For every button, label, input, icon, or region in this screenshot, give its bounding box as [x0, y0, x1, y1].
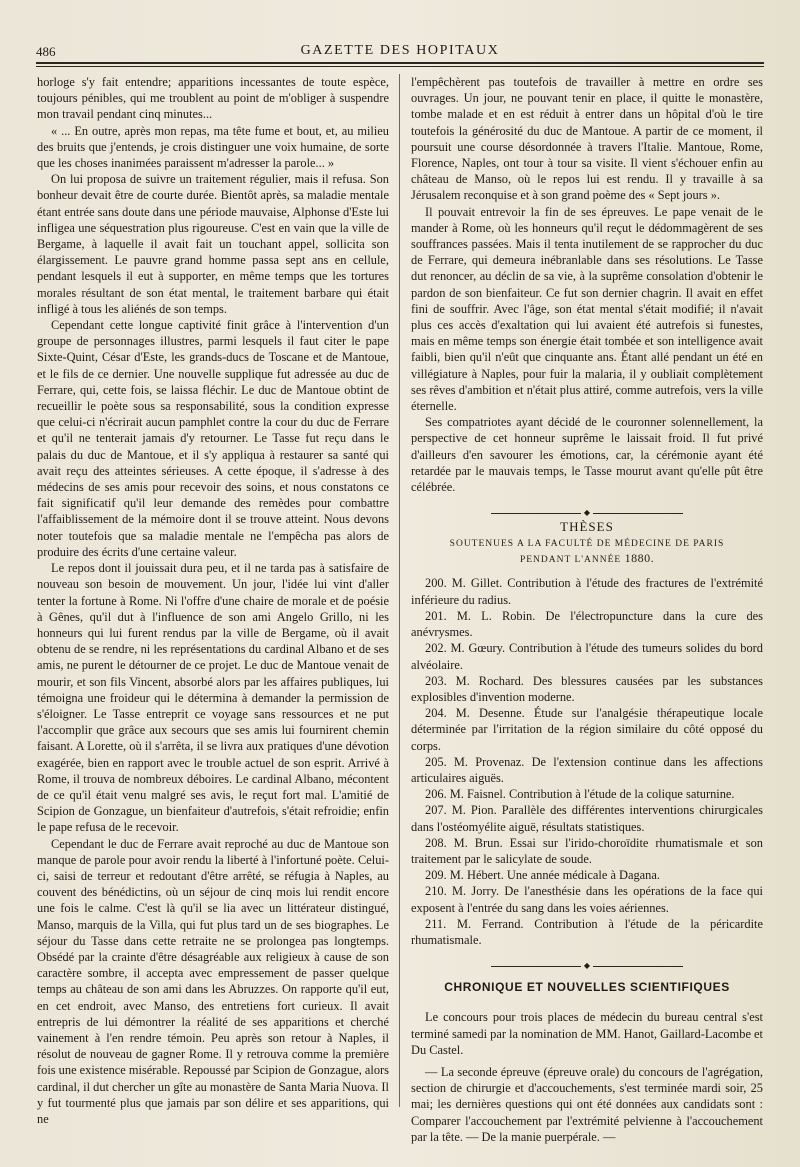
theses-year: 1880.	[624, 551, 655, 566]
list-item: 211. M. Ferrand. Contribution à l'étude de la péricardite rhumatismale.	[411, 916, 763, 947]
paragraph: Cependant cette longue captivité finit grâce à l'intervention d'un groupe de personnages illustres, parmi lesquels il faut citer le pape Sixte-Quint, César d'Este, les grands-ducs de Toscane et de Mantoue, et le fils de ce dernier. Une nouvelle supplique fut adressée au duc de Ferrare, qui, cette fois, se laissa fléchir. Le duc de Mantoue obtint de recueillir le poète sous sa responsabilité, sous la condition expresse que celui-ci n'écrirait aucun pamphlet contre la cour du duc de Ferrare et qu'il ne tenterait jamais d'y retourner. Le Tasse fut reçu dans le palais du duc de Mantoue, et il s'y appliqua à restaurer sa santé qui avait reçu des atteintes sérieuses. A cette époque, il s'adresse à des médecins de ses amis pour recevoir des soins, et nous constatons ce fait significatif qu'il leur demande des remèdes pour combattre l'affaiblissement de la mémoire dont il se trouve atteint. Nous devons noter toutefois que sa maladie mentale ne l'empêcha pas alors de produire des écrits d'une certaine valeur.	[37, 318, 389, 559]
paragraph: Ses compatriotes ayant décidé de le couronner solennellement, la perspective de cet honneur suprême le laissait froid. Il fut privé d'ailleurs d'en savourer les émotions, car, la cérémonie ayant été retardée par le mauvais temps, le Tasse mourut avant qu'elle pût être célébrée.	[411, 415, 763, 495]
list-item: 202. M. Gœury. Contribution à l'étude des tumeurs solides du bord alvéolaire.	[411, 641, 763, 672]
paragraph: l'empêchèrent pas toutefois de travailler à mettre en ordre ses ouvrages. Un jour, ne pouvant tenir en place, il quitte le monastère, tombe malade et en est réduit à entrer dans un hôpital d'où le tire toutefois la générosité du duc de Mantoue. A partir de ce moment, il poursuit une course désordonnée à travers l'Italie. Mantoue, Rome, Florence, Naples, ont tour à tour sa visite. Il vient s'échouer enfin au château de Manso, où le repos lui est rendu. Il y travaille à sa Jérusalem reconquise et à son grand poème des « Sept jours ».	[411, 75, 763, 203]
paragraph: On lui proposa de suivre un traitement régulier, mais il refusa. Son bonheur devait être de courte durée. Bientôt après, sa maladie mentale étant entrée sans doute dans une période mauvaise, Alphonse d'Este lui infligea une séquestration plus rigoureuse. C'est en vain que la ville de Bergame, à laquelle il avait fait un touchant appel, sollicita son élargissement. Le pauvre grand homme passa sept ans en cellule, pendant lesquels il eut à supporter, en même temps que les tortures morales résultant de son état mental, le traitement barbare qui était infligé à tous les aliénés de son temps.	[37, 172, 389, 316]
header-rule	[36, 62, 764, 67]
list-item: 206. M. Faisnel. Contribution à l'étude de la colique saturnine.	[425, 787, 735, 802]
list-item: 204. M. Desenne. Étude sur l'analgésie thérapeutique locale déterminée par l'irritation de la région similaire du côté opposé du corps.	[411, 706, 763, 753]
paragraph: « ... En outre, après mon repas, ma tête fume et bout, et, au milieu des bruits que j'entends, je crois distinguer une voix humaine, de sorte que les choses inanimées paraissent m'adresser la parole... »	[37, 123, 389, 171]
paragraph: Le repos dont il jouissait dura peu, et il ne tarda pas à satisfaire de nouveau son besoin de mouvement. Un jour, l'idée lui vint d'aller tenter la fortune à Rome. Ni l'offre d'une chaire de morale et de poésie à Gênes, qu'il dut à l'influence de son ami Angelo Grillo, ni les honneurs qui lui furent rendus par la ville de Bergame, où il avait obtenu de se rendre, ni les représentations du cardinal Albano et de ses amis, ne purent le détourner de ce projet. Le duc de Mantoue venait de mourir, et son fils Vincent, absorbé alors par les affaires publiques, lui témoigna une froideur qui le détermina à demander la permission de s'éloigner. Le Tasse entreprit ce voyage sans ressources et ne put l'accomplir que grâce aux secours que ses amis lui fournirent chemin faisant. A Lorette, où il s'arrêta, il se livra aux pratiques d'une dévotion exagérée, bien en rapport avec le trouble actuel de son esprit. Arrivé à Rome, il trouva de nombreux déboires. Le cardinal Albano, mécontent de ce qu'il était venu malgré ses avis, le reçut fort mal. L'amitié de Scipion de Gonzague, un bienfaiteur d'autrefois, s'était refroidie; enfin le pape refusa de le recevoir.	[37, 561, 389, 835]
section-separator: ◆	[411, 504, 763, 512]
paragraph: horloge s'y fait entendre; apparitions incessantes de toute espèce, toujours pénibles, qui me troublent au point de m'obliger à suspendre mon travail pendant cinq minutes...	[37, 75, 389, 122]
list-item: 201. M. L. Robin. De l'électropuncture dans la cure des anévrysmes.	[411, 608, 763, 640]
theses-title: THÈSES	[560, 519, 614, 535]
journal-title: GAZETTE DES HOPITAUX	[300, 43, 500, 58]
paragraph: Le concours pour trois places de médecin du bureau central s'est terminé samedi par la nomination de MM. Hanot, Gaillard-Lacombe et Du Castel.	[411, 1010, 763, 1057]
page-number: 486	[36, 44, 56, 59]
list-item: 207. M. Pion. Parallèle des différentes interventions chirurgicales dans l'ostéomyélite aiguë, résultats statistiques.	[411, 803, 763, 834]
list-item: 200. M. Gillet. Contribution à l'étude des fractures de l'extrémité inférieure du radius.	[411, 576, 763, 607]
chronicle-title: CHRONIQUE ET NOUVELLES SCIENTIFIQUES	[444, 980, 730, 995]
list-item: 205. M. Provenaz. De l'extension continue dans les affections articulaires aiguës.	[411, 754, 763, 785]
list-item: 203. M. Rochard. Des blessures causées par les substances explosibles d'invention moderne.	[411, 673, 763, 704]
theses-subtitle-line2: PENDANT L'ANNÉE	[519, 555, 622, 566]
theses-list	[411, 575, 763, 948]
right-column	[411, 74, 763, 1145]
page-header	[36, 34, 764, 64]
paragraph: Cependant le duc de Ferrare avait reproché au duc de Mantoue son manque de parole pour avoir rendu la liberté à l'infortuné poète. Celui-ci, saisi de terreur et redoutant d'être arrêté, se réfugia à Naples, au couvent des bénédictins, où un séjour de cinq mois lui rendit encore une fois le calme. C'est là qu'il se lia avec un littérateur distingué, Manso, marquis de la Villa, qui fut plus tard un de ses biographes. Le séjour du Tasse dans cette retraite ne se prolongea pas longtemps. Obsédé par la crainte d'être désagréable aux religieux à cause de son caractère sombre, il accepta avec empressement de passer quelque temps au château de son ami dans les Abruzzes. On rapporte qu'il eut, en cet endroit, avec Manso, des entretiens fort curieux. Il avait entrepris de lui démontrer la réalité de ses apparitions et cherché vainement à l'en rendre témoin. Peu après son retour à Naples, il résolut de nouveau de gagner Rome. Il y retrouva comme la première fois une existence misérable. Repoussé par Scipion de Gonzague, alors cardinal, il dut chercher un gîte au monastère de Santa Maria Nuova. Il y fut tourmenté plus que jamais par son délire et ses apparitions, qui ne	[37, 836, 389, 1126]
list-item: 210. M. Jorry. De l'anesthésie dans les opérations de la face qui exposent à l'entrée du sang dans les voies aériennes.	[411, 884, 763, 915]
left-column	[37, 74, 389, 1127]
paragraph: Il pouvait entrevoir la fin de ses épreuves. Le pape venait de le mander à Rome, où les honneurs qu'il reçut le dédommagèrent de ses souffrances passées. Mais il tenta inutilement de se rapprocher du duc de Ferrare, qui demeura inébranlable dans ses résolutions. Le Tasse dut renoncer, au déclin de sa vie, à la suprême consolation d'obtenir le pardon de son bienfaiteur. Ce fut son dernier chagrin. Il avait en effet fini de souffrir. Avec l'âge, son état mental s'était modifié; il n'avait plus ces accès d'exaltation qui lui avaient été autrefois si funestes, mais en même temps son énergie était tombée et son intelligence avait faibli, bien qu'il n'eût que cinquante ans. Étant allé pendant un été en villégiature à Naples, pour fuir la malaria, il y oubliait complètement ses rêves d'ambition et n'était plus attiré, comme autrefois, vers la ville éternelle.	[411, 204, 763, 414]
list-item: 208. M. Brun. Essai sur l'irido-choroïdite rhumatismale et son traitement par le salicylate de soude.	[411, 835, 763, 866]
paragraph: — La seconde épreuve (épreuve orale) du concours de l'agrégation, section de chirurgie et d'accouchements, s'est terminée mardi soir, 25 mai; les dernières questions qui ont été données aux candidats sont : Comparer l'accouchement par l'extrémité pelvienne à l'accouchement par la tête. — De la manie puerpérale. —	[411, 1064, 763, 1144]
list-item: 209. M. Hébert. Une année médicale à Dagana.	[425, 868, 660, 883]
theses-subtitle	[411, 537, 763, 567]
section-separator: ◆	[411, 957, 763, 965]
theses-subtitle-line1: SOUTENUES A LA FACULTÉ DE MÉDECINE DE PARIS	[449, 539, 725, 550]
column-divider	[399, 74, 400, 1107]
